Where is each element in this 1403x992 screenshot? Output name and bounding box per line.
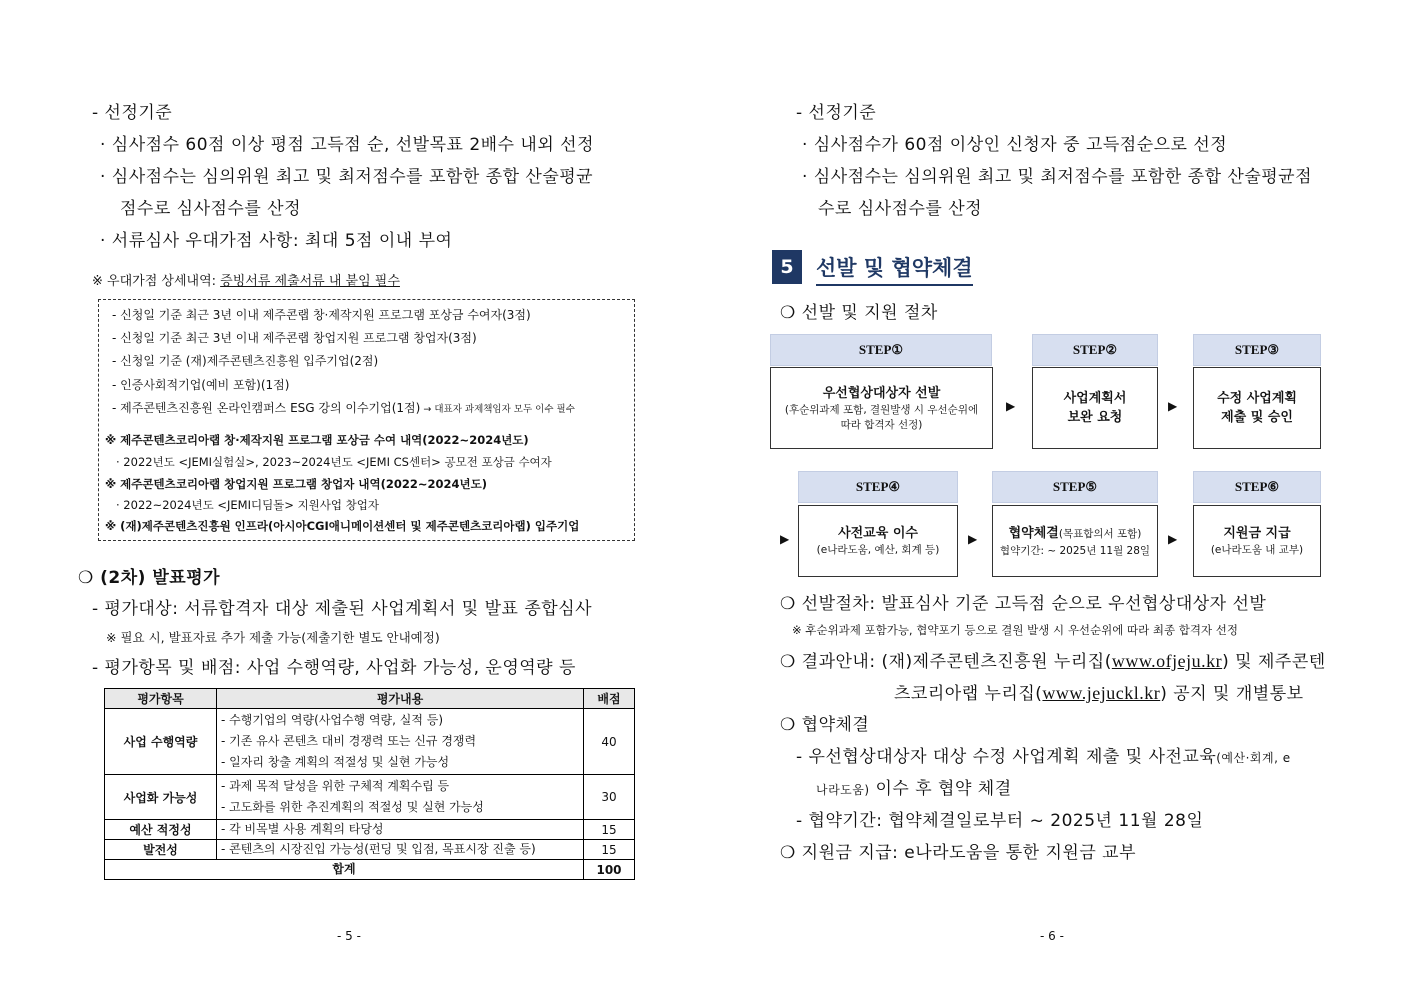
agreement-2: - 협약기간: 협약체결일로부터 ~ 2025년 11월 28일 bbox=[796, 811, 1204, 831]
step3-title2: 제출 및 승인 bbox=[1221, 410, 1293, 425]
selection-note: ※ 후순위과제 포함가능, 협약포기 등으로 결원 발생 시 우선순위에 따라 최종 합격자 선정 bbox=[792, 623, 1238, 637]
step2-title: 사업계획서 bbox=[1063, 391, 1127, 406]
arrow-icon: ▶ bbox=[1168, 399, 1178, 413]
total-score: 100 bbox=[584, 860, 635, 880]
pref-note bbox=[92, 270, 400, 289]
row3-item: 예산 적정성 bbox=[105, 820, 217, 840]
step5-title-main: 협약체결 bbox=[1008, 525, 1059, 541]
table-row bbox=[105, 820, 635, 840]
pref-note-prefix: ※ 우대가점 상세내역: bbox=[92, 274, 221, 289]
step1-title: 우선협상대상자 선발 bbox=[822, 385, 941, 401]
result-prefix: ❍ 결과안내: (재)제주콘텐츠진흥원 누리집( bbox=[780, 652, 1112, 672]
box-line-5 bbox=[112, 399, 575, 416]
box-line-3: - 신청일 기준 (재)제주콘텐츠진흥원 입주기업(2점) bbox=[112, 354, 379, 368]
total-label: 합계 bbox=[105, 860, 584, 880]
row2-content-2: - 고도화를 위한 추진계획의 적절성 및 실현 가능성 bbox=[221, 800, 484, 814]
step4-title: 사전교육 이수 bbox=[838, 526, 918, 541]
agreement-1b-text: 이수 후 협약 체결 bbox=[869, 779, 1012, 799]
step5-sub1: 협약기간: ~ 2025년 11월 28일 bbox=[999, 544, 1151, 557]
step4-label: STEP④ bbox=[798, 471, 958, 503]
result-url2-link[interactable]: www.jejuckl.kr bbox=[1042, 683, 1161, 703]
row4-content-1: - 콘텐츠의 시장진입 가능성(펀딩 및 입점, 목표시장 진출 등) bbox=[221, 842, 536, 856]
left-criteria-2a: · 심사점수는 심의위원 최고 및 최저점수를 포함한 종합 산술평균 bbox=[100, 167, 594, 187]
step6-label: STEP⑥ bbox=[1193, 471, 1321, 503]
row1-content-3: - 일자리 창출 계획의 적절성 및 실현 가능성 bbox=[221, 755, 450, 769]
step3-title: 수정 사업계획 bbox=[1217, 391, 1297, 406]
row4-item: 발전성 bbox=[105, 840, 217, 860]
box-line-4: - 인증사회적기업(예비 포함)(1점) bbox=[112, 378, 290, 392]
box-note2-title: ※ 제주콘텐츠코리아랩 창업지원 프로그램 창업자 내역(2022~2024년도) bbox=[105, 477, 487, 491]
row3-score: 15 bbox=[584, 820, 635, 840]
box-note2-body: · 2022~2024년도 <JEMI디딤돌> 지원사업 창업자 bbox=[116, 498, 379, 512]
right-page-number: - 6 - bbox=[1040, 929, 1064, 943]
left-criteria-title: - 선정기준 bbox=[92, 103, 173, 123]
step5-label: STEP⑤ bbox=[992, 471, 1158, 503]
row2-content-1: - 과제 목적 달성을 위한 구체적 계획수립 등 bbox=[221, 779, 450, 793]
right-criteria-2a: · 심사점수는 심의위원 최고 및 최저점수를 포함한 종합 산술평균점 bbox=[802, 167, 1313, 187]
left-criteria-3: · 서류심사 우대가점 사항: 최대 5점 이내 부여 bbox=[100, 231, 453, 251]
right-criteria-title: - 선정기준 bbox=[796, 103, 877, 123]
section-title: 선발 및 협약체결 bbox=[816, 252, 973, 286]
eval-items-line: - 평가항목 및 배점: 사업 수행역량, 사업화 가능성, 운영역량 등 bbox=[92, 658, 576, 678]
table-row bbox=[105, 709, 635, 775]
step6-title: 지원금 지급 bbox=[1223, 526, 1291, 541]
eval-target: - 평가대상: 서류합격자 대상 제출된 사업계획서 및 발표 종합심사 bbox=[92, 599, 593, 619]
step2-box bbox=[1032, 367, 1158, 449]
box-note3-title: ※ (재)제주콘텐츠진흥원 인프라(아시아CGI애니메이션센터 및 제주콘텐츠코리아랩) 입주기업 bbox=[105, 519, 580, 533]
result-line2-suffix: ) 공지 및 개별통보 bbox=[1160, 684, 1304, 704]
grant-line: ❍ 지원금 지급: e나라도움을 통한 지원금 교부 bbox=[780, 843, 1137, 863]
result-line-1 bbox=[780, 647, 1326, 672]
agreement-1a-small: (예산·회계, e bbox=[1216, 751, 1291, 765]
result-line2-prefix: 츠코리아랩 누리집( bbox=[894, 684, 1043, 704]
row4-content bbox=[217, 840, 584, 860]
section-number-badge: 5 bbox=[772, 250, 802, 284]
row1-item: 사업 수행역량 bbox=[105, 709, 217, 775]
step1-sub2: 따라 합격자 선정) bbox=[840, 418, 923, 431]
result-mid: ) 및 제주콘텐 bbox=[1222, 652, 1326, 672]
box-note1-title: ※ 제주콘텐츠코리아랩 창·제작지원 프로그램 포상금 수여 내역(2022~2024년도) bbox=[105, 433, 529, 447]
step6-sub1: (e나라도움 내 교부) bbox=[1210, 544, 1304, 556]
table-total-row bbox=[105, 860, 635, 880]
selection-procedure: ❍ 선발절차: 발표심사 기준 고득점 순으로 우선협상대상자 선발 bbox=[780, 594, 1267, 614]
result-url1-link[interactable]: www.ofjeju.kr bbox=[1111, 651, 1223, 671]
row4-score: 15 bbox=[584, 840, 635, 860]
box-line-5-suffix: → 대표자 과제책임자 모두 이수 필수 bbox=[420, 404, 575, 415]
step3-label: STEP③ bbox=[1193, 334, 1321, 366]
box-line-1: - 신청일 기준 최근 3년 이내 제주콘랩 창·제작지원 프로그램 포상금 수여자(3점) bbox=[112, 308, 531, 322]
left-criteria-1: · 심사점수 60점 이상 평점 고득점 순, 선발목표 2배수 내외 선정 bbox=[100, 135, 594, 155]
pref-note-underline: 증빙서류 제출서류 내 붙임 필수 bbox=[220, 274, 400, 289]
right-criteria-1: · 심사점수가 60점 이상인 신청자 중 고득점순으로 선정 bbox=[802, 135, 1228, 155]
row1-score: 40 bbox=[584, 709, 635, 775]
result-line-2 bbox=[894, 679, 1304, 704]
row2-score: 30 bbox=[584, 775, 635, 820]
agreement-1b-small: 나라도움) bbox=[816, 783, 870, 797]
right-criteria-2b: 수로 심사점수를 산정 bbox=[818, 199, 983, 219]
arrow-icon: ▶ bbox=[1006, 399, 1016, 413]
table-header-row bbox=[105, 689, 635, 709]
evaluation-table bbox=[104, 688, 635, 880]
step2-title2: 보완 요청 bbox=[1067, 410, 1123, 425]
box-line-5-text: - 제주콘텐츠진흥원 온라인캠퍼스 ESG 강의 이수기업(1점) bbox=[112, 401, 421, 415]
table-row bbox=[105, 775, 635, 820]
th-item: 평가항목 bbox=[105, 689, 217, 709]
step3-box bbox=[1193, 367, 1321, 449]
arrow-icon: ▶ bbox=[1168, 532, 1178, 546]
step4-sub1: (e나라도움, 예산, 회계 등) bbox=[816, 544, 940, 556]
step4-box bbox=[798, 505, 958, 577]
row3-content bbox=[217, 820, 584, 840]
step1-sub1: (후순위과제 포함, 결원발생 시 우선순위에 bbox=[784, 403, 979, 416]
step5-box bbox=[992, 505, 1158, 577]
step5-title-suffix: (목표합의서 포함) bbox=[1058, 527, 1142, 540]
agreement-title: ❍ 협약체결 bbox=[780, 715, 870, 735]
row3-content-1: - 각 비목별 사용 계획의 타당성 bbox=[221, 822, 384, 836]
phase2-title: ❍ (2차) 발표평가 bbox=[78, 568, 221, 588]
row1-content-2: - 기존 유사 콘텐츠 대비 경쟁력 또는 신규 경쟁력 bbox=[221, 734, 477, 748]
agreement-1a bbox=[796, 742, 1291, 767]
step6-box bbox=[1193, 505, 1321, 577]
box-line-2: - 신청일 기준 최근 3년 이내 제주콘랩 창업지원 프로그램 창업자(3점) bbox=[112, 331, 477, 345]
table-row bbox=[105, 840, 635, 860]
row2-content bbox=[217, 775, 584, 820]
box-note1-body: · 2022년도 <JEMI실험실>, 2023~2024년도 <JEMI CS센터> 공모전 포상금 수여자 bbox=[116, 455, 552, 469]
agreement-1b bbox=[816, 774, 1012, 799]
left-page-number: - 5 - bbox=[337, 929, 361, 943]
step1-label: STEP① bbox=[770, 334, 992, 366]
th-score: 배점 bbox=[584, 689, 635, 709]
step1-box bbox=[770, 367, 993, 449]
step2-label: STEP② bbox=[1032, 334, 1158, 366]
eval-target-note: ※ 필요 시, 발표자료 추가 제출 가능(제출기한 별도 안내예정) bbox=[106, 630, 440, 645]
row2-item: 사업화 가능성 bbox=[105, 775, 217, 820]
arrow-icon: ▶ bbox=[968, 532, 978, 546]
procedure-title: ❍ 선발 및 지원 절차 bbox=[780, 303, 938, 323]
th-content: 평가내용 bbox=[217, 689, 584, 709]
row1-content-1: - 수행기업의 역량(사업수행 역량, 실적 등) bbox=[221, 713, 444, 727]
agreement-1a-text: - 우선협상대상자 대상 수정 사업계획 제출 및 사전교육 bbox=[796, 747, 1217, 767]
step5-title bbox=[1009, 524, 1142, 544]
row1-content bbox=[217, 709, 584, 775]
arrow-icon: ▶ bbox=[780, 532, 790, 546]
left-criteria-2b: 점수로 심사점수를 산정 bbox=[120, 199, 302, 219]
